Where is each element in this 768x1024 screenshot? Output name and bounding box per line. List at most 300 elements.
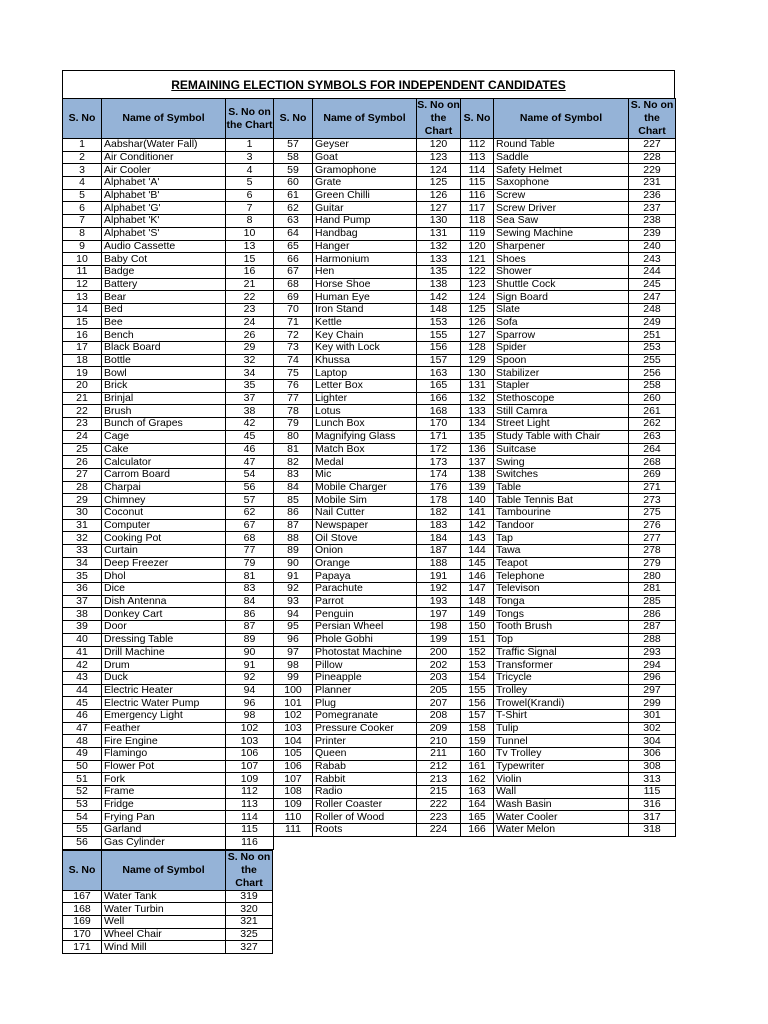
serial-number: 129: [461, 354, 494, 367]
table-row: [63, 941, 273, 954]
chart-number: 268: [629, 456, 676, 469]
chart-number: 285: [629, 595, 676, 608]
symbol-name: Pineapple: [313, 671, 417, 684]
symbol-name: Water Melon: [494, 824, 629, 837]
symbol-name: Tv Trolley: [494, 748, 629, 761]
chart-number: 109: [226, 773, 274, 786]
symbol-name: Alphabet 'K': [102, 215, 226, 228]
symbol-name: Bear: [102, 291, 226, 304]
symbol-name: Study Table with Chair: [494, 430, 629, 443]
table-row: [63, 811, 676, 824]
chart-number: 81: [226, 570, 274, 583]
symbol-name: Penguin: [313, 608, 417, 621]
serial-number: 65: [274, 240, 313, 253]
chart-number: 67: [226, 519, 274, 532]
symbol-name: Shuttle Cock: [494, 278, 629, 291]
serial-number: 78: [274, 405, 313, 418]
header-sno: S. No: [63, 850, 102, 890]
chart-number: 94: [226, 684, 274, 697]
serial-number: 120: [461, 240, 494, 253]
symbol-name: Brinjal: [102, 392, 226, 405]
serial-number: 122: [461, 265, 494, 278]
serial-number: 53: [63, 798, 102, 811]
serial-number: 138: [461, 468, 494, 481]
serial-number: 168: [63, 903, 102, 916]
table-row: [63, 915, 273, 928]
serial-number: 14: [63, 303, 102, 316]
serial-number: 2: [63, 151, 102, 164]
table-row: [63, 430, 676, 443]
symbol-name: Telephone: [494, 570, 629, 583]
chart-number: 304: [629, 735, 676, 748]
serial-number: 124: [461, 291, 494, 304]
symbol-name: Pomegranate: [313, 709, 417, 722]
chart-number: 320: [226, 903, 273, 916]
symbol-name: Bed: [102, 303, 226, 316]
symbol-name: Swing: [494, 456, 629, 469]
serial-number: 82: [274, 456, 313, 469]
symbol-name: Lighter: [313, 392, 417, 405]
serial-number: 101: [274, 697, 313, 710]
serial-number: 42: [63, 659, 102, 672]
header-chart-no: S. No on the Chart: [226, 99, 274, 139]
serial-number: 55: [63, 824, 102, 837]
serial-number: 37: [63, 595, 102, 608]
symbol-name: Tulip: [494, 722, 629, 735]
symbol-name: Lunch Box: [313, 418, 417, 431]
serial-number: 71: [274, 316, 313, 329]
chart-number: 261: [629, 405, 676, 418]
table-row: [63, 265, 676, 278]
symbol-name: Trolley: [494, 684, 629, 697]
serial-number: 58: [274, 151, 313, 164]
table-row: [63, 456, 676, 469]
serial-number: 75: [274, 367, 313, 380]
symbol-name: Queen: [313, 748, 417, 761]
symbol-name: Match Box: [313, 443, 417, 456]
serial-number: 21: [63, 392, 102, 405]
chart-number: 5: [226, 177, 274, 190]
serial-number: 79: [274, 418, 313, 431]
chart-number: 269: [629, 468, 676, 481]
symbol-name: Fire Engine: [102, 735, 226, 748]
serial-number: 94: [274, 608, 313, 621]
serial-number: 25: [63, 443, 102, 456]
symbol-name: Dressing Table: [102, 633, 226, 646]
serial-number: 119: [461, 227, 494, 240]
symbol-name: Dish Antenna: [102, 595, 226, 608]
serial-number: 93: [274, 595, 313, 608]
symbol-name: Medal: [313, 456, 417, 469]
symbol-name: Pillow: [313, 659, 417, 672]
serial-number: 69: [274, 291, 313, 304]
chart-number: 130: [417, 215, 461, 228]
chart-number: 229: [629, 164, 676, 177]
header-sno: S. No: [274, 99, 313, 139]
table-row: [63, 329, 676, 342]
chart-number: 302: [629, 722, 676, 735]
symbol-name: Alphabet 'A': [102, 177, 226, 190]
chart-number: 168: [417, 405, 461, 418]
serial-number: 35: [63, 570, 102, 583]
chart-number: 287: [629, 621, 676, 634]
symbol-name: Frame: [102, 786, 226, 799]
symbol-name: Brush: [102, 405, 226, 418]
symbol-name: Screw Driver: [494, 202, 629, 215]
chart-number: 21: [226, 278, 274, 291]
symbol-name: Water Turbin: [102, 903, 226, 916]
serial-number: 11: [63, 265, 102, 278]
chart-number: 1: [226, 139, 274, 152]
serial-number: 86: [274, 506, 313, 519]
symbol-name: Radio: [313, 786, 417, 799]
table-row: [63, 494, 676, 507]
serial-number: 3: [63, 164, 102, 177]
serial-number: 111: [274, 824, 313, 837]
chart-number: 317: [629, 811, 676, 824]
symbol-name: Newspaper: [313, 519, 417, 532]
serial-number: 141: [461, 506, 494, 519]
table-row: [63, 202, 676, 215]
symbol-name: Safety Helmet: [494, 164, 629, 177]
chart-number: 286: [629, 608, 676, 621]
serial-number: 171: [63, 941, 102, 954]
symbol-name: Tonga: [494, 595, 629, 608]
serial-number: 90: [274, 557, 313, 570]
header-chart-no: S. No on the Chart: [629, 99, 676, 139]
chart-number: 288: [629, 633, 676, 646]
chart-number: 46: [226, 443, 274, 456]
header-name: Name of Symbol: [313, 99, 417, 139]
chart-number: 174: [417, 468, 461, 481]
symbol-name: Nail Cutter: [313, 506, 417, 519]
serial-number: 24: [63, 430, 102, 443]
chart-number: 184: [417, 532, 461, 545]
symbol-name: Grate: [313, 177, 417, 190]
serial-number: 107: [274, 773, 313, 786]
serial-number: 163: [461, 786, 494, 799]
serial-number: 152: [461, 646, 494, 659]
header-chart-no: S. No on the Chart: [417, 99, 460, 137]
serial-number: 88: [274, 532, 313, 545]
table-row: [63, 253, 676, 266]
chart-number: 273: [629, 494, 676, 507]
serial-number: 109: [274, 798, 313, 811]
serial-number: 158: [461, 722, 494, 735]
chart-number: 26: [226, 329, 274, 342]
serial-number: 10: [63, 253, 102, 266]
symbol-name: Tambourine: [494, 506, 629, 519]
chart-number: 8: [226, 215, 274, 228]
symbol-name: Onion: [313, 545, 417, 558]
symbol-name: Charpai: [102, 481, 226, 494]
table-row: [63, 316, 676, 329]
chart-number: 239: [629, 227, 676, 240]
symbol-name: Dhol: [102, 570, 226, 583]
serial-number: 29: [63, 494, 102, 507]
chart-number: 321: [226, 915, 273, 928]
chart-number: 244: [629, 265, 676, 278]
chart-number: 47: [226, 456, 274, 469]
symbol-name: Hen: [313, 265, 417, 278]
symbol-name: Black Board: [102, 342, 226, 355]
symbols-table: [62, 98, 676, 850]
symbol-name: Typewriter: [494, 760, 629, 773]
symbol-name: Saxophone: [494, 177, 629, 190]
chart-number: 153: [417, 316, 461, 329]
serial-number: 125: [461, 303, 494, 316]
chart-number: 15: [226, 253, 274, 266]
symbol-name: Duck: [102, 671, 226, 684]
chart-number: 87: [226, 621, 274, 634]
chart-number: 37: [226, 392, 274, 405]
additional-symbols-body: [63, 890, 273, 953]
symbol-name: Iron Stand: [313, 303, 417, 316]
chart-number: 183: [417, 519, 461, 532]
chart-number: 90: [226, 646, 274, 659]
serial-number: 7: [63, 215, 102, 228]
table-row: [63, 608, 676, 621]
chart-number: 281: [629, 583, 676, 596]
serial-number: 74: [274, 354, 313, 367]
additional-symbols-table: [62, 850, 273, 954]
chart-number: 163: [417, 367, 461, 380]
serial-number: 15: [63, 316, 102, 329]
chart-number: 34: [226, 367, 274, 380]
symbol-name: Tongs: [494, 608, 629, 621]
serial-number: 17: [63, 342, 102, 355]
serial-number: 164: [461, 798, 494, 811]
symbol-name: Bottle: [102, 354, 226, 367]
serial-number: 151: [461, 633, 494, 646]
serial-number: 162: [461, 773, 494, 786]
chart-number: 173: [417, 456, 461, 469]
symbols-table-body: [63, 139, 676, 850]
symbol-name: Hanger: [313, 240, 417, 253]
symbol-name: Wash Basin: [494, 798, 629, 811]
chart-number: 208: [417, 709, 461, 722]
chart-number: 256: [629, 367, 676, 380]
serial-number: 50: [63, 760, 102, 773]
table-row: [63, 595, 676, 608]
chart-number: 156: [417, 342, 461, 355]
chart-number: 319: [226, 890, 273, 903]
chart-number: 276: [629, 519, 676, 532]
chart-number: 228: [629, 151, 676, 164]
serial-number: 62: [274, 202, 313, 215]
symbol-name: Violin: [494, 773, 629, 786]
symbol-name: Transformer: [494, 659, 629, 672]
serial-number: 36: [63, 583, 102, 596]
symbol-name: Baby Cot: [102, 253, 226, 266]
symbol-name: Hand Pump: [313, 215, 417, 228]
table-row: [63, 392, 676, 405]
chart-number: 42: [226, 418, 274, 431]
serial-number: 47: [63, 722, 102, 735]
chart-number: 127: [417, 202, 461, 215]
chart-number: 187: [417, 545, 461, 558]
serial-number: 98: [274, 659, 313, 672]
chart-number: 258: [629, 380, 676, 393]
chart-number: 91: [226, 659, 274, 672]
symbol-name: Aabshar(Water Fall): [102, 139, 226, 152]
table-row: [63, 633, 676, 646]
serial-number: 145: [461, 557, 494, 570]
table-row: [63, 151, 676, 164]
serial-number: 13: [63, 291, 102, 304]
serial-number: 140: [461, 494, 494, 507]
symbol-name: Persian Wheel: [313, 621, 417, 634]
table-row: [63, 824, 676, 837]
symbol-name: Air Conditioner: [102, 151, 226, 164]
symbol-name: Roller Coaster: [313, 798, 417, 811]
chart-number: 132: [417, 240, 461, 253]
serial-number: 66: [274, 253, 313, 266]
serial-number: 150: [461, 621, 494, 634]
chart-number: 3: [226, 151, 274, 164]
chart-number: 32: [226, 354, 274, 367]
chart-number: 199: [417, 633, 461, 646]
table-row: [63, 506, 676, 519]
symbol-name: Key with Lock: [313, 342, 417, 355]
chart-number: 112: [226, 786, 274, 799]
table-row: [63, 659, 676, 672]
chart-number: 325: [226, 928, 273, 941]
chart-number: 106: [226, 748, 274, 761]
table-row: [63, 405, 676, 418]
chart-number: 4: [226, 164, 274, 177]
serial-number: 160: [461, 748, 494, 761]
table-row: [63, 189, 676, 202]
chart-number: 227: [629, 139, 676, 152]
chart-number: 126: [417, 189, 461, 202]
symbol-name: Bee: [102, 316, 226, 329]
symbol-name: Gas Cylinder: [102, 836, 226, 849]
symbol-name: Tap: [494, 532, 629, 545]
serial-number: 112: [461, 139, 494, 152]
chart-number: 176: [417, 481, 461, 494]
symbol-name: Handbag: [313, 227, 417, 240]
serial-number: 30: [63, 506, 102, 519]
table-row: [63, 684, 676, 697]
chart-number: 197: [417, 608, 461, 621]
symbol-name: Roller of Wood: [313, 811, 417, 824]
chart-number: 170: [417, 418, 461, 431]
serial-number: 43: [63, 671, 102, 684]
serial-number: 108: [274, 786, 313, 799]
table-header-row: [63, 850, 273, 890]
symbol-name: Wheel Chair: [102, 928, 226, 941]
symbol-name: Alphabet 'S': [102, 227, 226, 240]
serial-number: 48: [63, 735, 102, 748]
serial-number: 26: [63, 456, 102, 469]
chart-number: 103: [226, 735, 274, 748]
table-row: [63, 836, 676, 849]
symbol-name: Computer: [102, 519, 226, 532]
table-row: [63, 367, 676, 380]
symbol-name: Pressure Cooker: [313, 722, 417, 735]
serial-number: 45: [63, 697, 102, 710]
symbol-name: Dice: [102, 583, 226, 596]
symbol-name: Well: [102, 915, 226, 928]
symbol-name: Coconut: [102, 506, 226, 519]
chart-number: 124: [417, 164, 461, 177]
serial-number: 56: [63, 836, 102, 849]
symbol-name: Electric Water Pump: [102, 697, 226, 710]
chart-number: 89: [226, 633, 274, 646]
symbol-name: Air Cooler: [102, 164, 226, 177]
chart-number: 210: [417, 735, 461, 748]
chart-number: 125: [417, 177, 461, 190]
symbol-name: Door: [102, 621, 226, 634]
symbol-name: Calculator: [102, 456, 226, 469]
symbol-name: Sign Board: [494, 291, 629, 304]
chart-number: 56: [226, 481, 274, 494]
chart-number: 7: [226, 202, 274, 215]
serial-number: 68: [274, 278, 313, 291]
symbol-name: Laptop: [313, 367, 417, 380]
symbol-name: Emergency Light: [102, 709, 226, 722]
serial-number: 72: [274, 329, 313, 342]
chart-number: 293: [629, 646, 676, 659]
serial-number: 144: [461, 545, 494, 558]
symbol-name: Donkey Cart: [102, 608, 226, 621]
chart-number: 133: [417, 253, 461, 266]
serial-number: 121: [461, 253, 494, 266]
chart-number: 263: [629, 430, 676, 443]
serial-number: 38: [63, 608, 102, 621]
serial-number: 156: [461, 697, 494, 710]
serial-number: 46: [63, 709, 102, 722]
serial-number: 127: [461, 329, 494, 342]
serial-number: 6: [63, 202, 102, 215]
chart-number: 198: [417, 621, 461, 634]
table-row: [63, 342, 676, 355]
symbol-name: Trowel(Krandi): [494, 697, 629, 710]
serial-number: 76: [274, 380, 313, 393]
serial-number: 139: [461, 481, 494, 494]
serial-number: 28: [63, 481, 102, 494]
symbol-name: Deep Freezer: [102, 557, 226, 570]
table-row: [63, 177, 676, 190]
chart-number: 16: [226, 265, 274, 278]
table-row: [63, 545, 676, 558]
symbol-name: Alphabet 'B': [102, 189, 226, 202]
serial-number: 104: [274, 735, 313, 748]
table-row: [63, 722, 676, 735]
table-row: [63, 227, 676, 240]
serial-number: 89: [274, 545, 313, 558]
symbol-name: Table Tennis Bat: [494, 494, 629, 507]
symbol-name: Shoes: [494, 253, 629, 266]
serial-number: 148: [461, 595, 494, 608]
symbol-name: Tricycle: [494, 671, 629, 684]
symbol-name: Badge: [102, 265, 226, 278]
chart-number: 120: [417, 139, 461, 152]
chart-number: 57: [226, 494, 274, 507]
symbol-name: Parachute: [313, 583, 417, 596]
chart-number: 212: [417, 760, 461, 773]
serial-number: 23: [63, 418, 102, 431]
serial-number: 154: [461, 671, 494, 684]
serial-number: 4: [63, 177, 102, 190]
symbol-name: Frying Pan: [102, 811, 226, 824]
header-name: Name of Symbol: [102, 850, 226, 890]
chart-number: 102: [226, 722, 274, 735]
serial-number: 135: [461, 430, 494, 443]
symbol-name: Top: [494, 633, 629, 646]
symbol-name: Suitcase: [494, 443, 629, 456]
